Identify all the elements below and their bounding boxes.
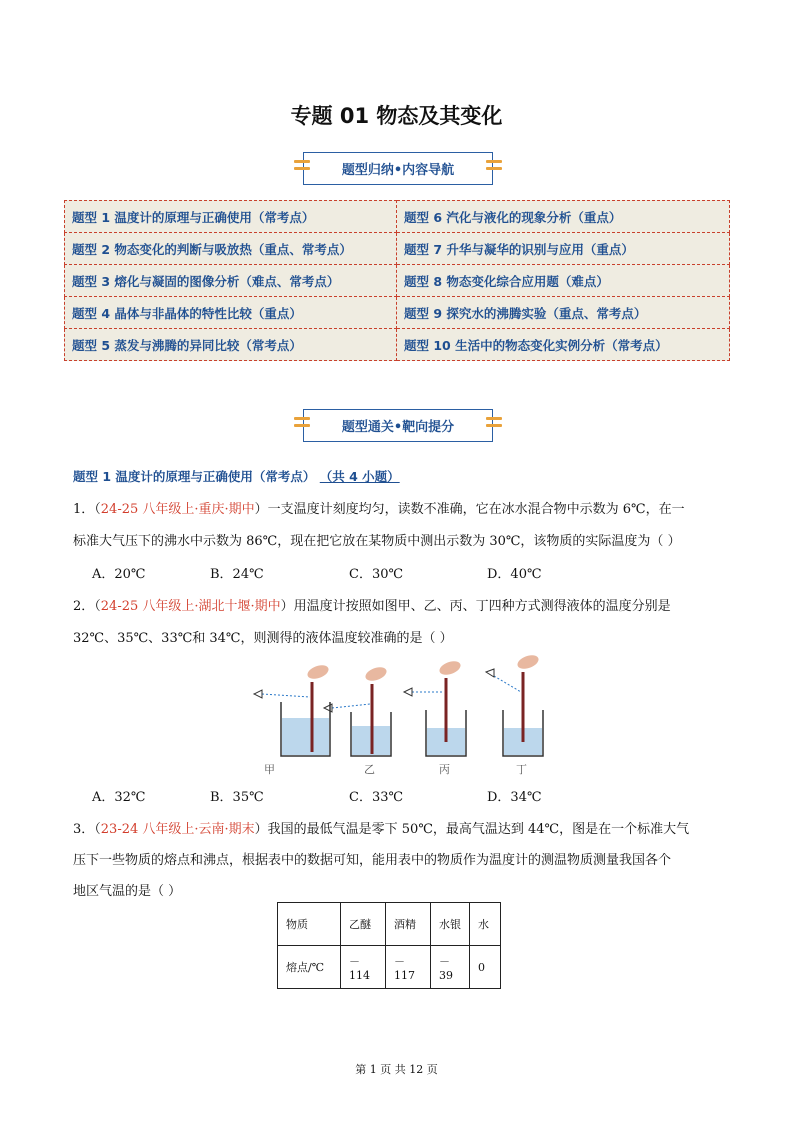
- nav-link-topic-10[interactable]: 题型 10 生活中的物态变化实例分析（常考点）: [397, 329, 730, 361]
- page-footer: 第 1 页 共 12 页: [355, 1063, 438, 1076]
- nav-link-topic-3[interactable]: 题型 3 熔化与凝固的图像分析（难点、常考点）: [65, 265, 397, 297]
- q1-option-b[interactable]: B．24℃: [210, 567, 264, 582]
- q1-text-2: 标准大气压下的沸水中示数为 86℃，现在把它放在某物质中测出示数为 30℃，该物质的实际温度为（ ）: [73, 534, 681, 549]
- banner-decoration-icon: [294, 160, 310, 174]
- q1-option-a[interactable]: A．20℃: [92, 567, 146, 582]
- fig-label-jia: 甲: [264, 763, 275, 776]
- q1-text-1: ）一支温度计刻度均匀，读数不准确，它在冰水混合物中示数为 6℃，在一: [254, 502, 685, 517]
- q3-text-3: 地区气温的是（ ）: [73, 884, 182, 899]
- q2-text-2: 32℃、35℃、33℃和 34℃，则测得的液体温度较准确的是（ ）: [73, 631, 453, 646]
- banner-practice: [303, 409, 493, 442]
- table-header: 水: [470, 903, 501, 946]
- banner-label: 题型通关•靶向提分: [341, 420, 455, 435]
- eye-icon: [324, 704, 332, 712]
- nav-link-topic-6[interactable]: 题型 6 汽化与液化的现象分析（重点）: [397, 201, 730, 233]
- hand-icon: [364, 665, 389, 684]
- table-row: [278, 946, 501, 989]
- q2-option-b[interactable]: B．35℃: [210, 790, 264, 805]
- table-header-row: [278, 903, 501, 946]
- q1-line-1: [73, 498, 685, 517]
- banner-decoration-icon: [486, 417, 502, 431]
- fig-label-yi: 乙: [364, 763, 375, 776]
- eye-icon: [486, 669, 494, 677]
- hand-icon: [438, 659, 463, 678]
- nav-link-topic-5[interactable]: 题型 5 蒸发与沸腾的异同比较（常考点）: [65, 329, 397, 361]
- nav-link-topic-1[interactable]: 题型 1 温度计的原理与正确使用（常考点）: [65, 201, 397, 233]
- q2-option-a[interactable]: A．32℃: [92, 790, 146, 805]
- table-cell: 熔点/℃: [278, 946, 341, 989]
- eye-icon: [254, 690, 262, 698]
- table-header: 酒精: [386, 903, 431, 946]
- fig-label-ding: 丁: [516, 763, 527, 776]
- fig-label-bing: 丙: [439, 763, 450, 776]
- hand-icon: [516, 653, 541, 672]
- q1-option-d[interactable]: D．40℃: [487, 567, 542, 582]
- banner-label: 题型归纳•内容导航: [341, 163, 455, 178]
- hand-icon: [306, 663, 331, 682]
- section-heading: [73, 467, 400, 485]
- table-cell: －114: [341, 946, 386, 989]
- section-title: 题型 1 温度计的原理与正确使用（常考点）: [73, 469, 316, 484]
- q1-number: 1．（: [73, 502, 101, 517]
- table-header: 水银: [431, 903, 470, 946]
- setup-jia: [254, 663, 330, 756]
- nav-row: [65, 265, 730, 297]
- banner-decoration-icon: [294, 417, 310, 431]
- table-cell: 0: [470, 946, 501, 989]
- q2-option-c[interactable]: C．33℃: [349, 790, 404, 805]
- q3-number: 3．（: [73, 822, 101, 837]
- setup-ding: [486, 653, 543, 756]
- q2-line-1: [73, 595, 671, 614]
- thermometer-figure: [248, 652, 548, 776]
- q1-option-c[interactable]: C．30℃: [349, 567, 404, 582]
- q1-source: 24-25 八年级上·重庆·期中: [100, 502, 255, 517]
- q2-source: 24-25 八年级上·湖北十堰·期中: [100, 599, 281, 614]
- nav-link-topic-8[interactable]: 题型 8 物态变化综合应用题（难点）: [397, 265, 730, 297]
- nav-row: [65, 233, 730, 265]
- nav-link-topic-2[interactable]: 题型 2 物态变化的判断与吸放热（重点、常考点）: [65, 233, 397, 265]
- q2-number: 2．（: [73, 599, 101, 614]
- table-cell: －117: [386, 946, 431, 989]
- nav-link-topic-4[interactable]: 题型 4 晶体与非晶体的特性比较（重点）: [65, 297, 397, 329]
- table-header: 乙醚: [341, 903, 386, 946]
- nav-row: [65, 201, 730, 233]
- nav-link-topic-7[interactable]: 题型 7 升华与凝华的识别与应用（重点）: [397, 233, 730, 265]
- setup-yi: [324, 665, 391, 756]
- q3-text-2: 压下一些物质的熔点和沸点，根据表中的数据可知，能用表中的物质作为温度计的测温物质测量我国各个: [73, 853, 672, 868]
- topic-nav-table: [64, 200, 730, 361]
- section-count: （共 4 小题）: [319, 469, 400, 484]
- nav-link-topic-9[interactable]: 题型 9 探究水的沸腾实验（重点、常考点）: [397, 297, 730, 329]
- q2-option-d[interactable]: D．34℃: [487, 790, 542, 805]
- eye-icon: [404, 688, 412, 696]
- setup-bing: [404, 659, 466, 756]
- table-header: 物质: [278, 903, 341, 946]
- nav-row: [65, 329, 730, 361]
- q3-source: 23-24 八年级上·云南·期末: [100, 822, 255, 837]
- banner-decoration-icon: [486, 160, 502, 174]
- q3-line-1: [73, 818, 689, 837]
- page-title: 专题 01 物态及其变化: [290, 104, 503, 128]
- q3-text-1: ）我国的最低气温是零下 50℃，最高气温达到 44℃，图是在一个标准大气: [254, 822, 690, 837]
- q2-text-1: ）用温度计按照如图甲、乙、丙、丁四种方式测得液体的温度分别是: [280, 599, 671, 614]
- nav-row: [65, 297, 730, 329]
- banner-content-nav: [303, 152, 493, 185]
- melting-point-table: [277, 902, 501, 989]
- table-cell: －39: [431, 946, 470, 989]
